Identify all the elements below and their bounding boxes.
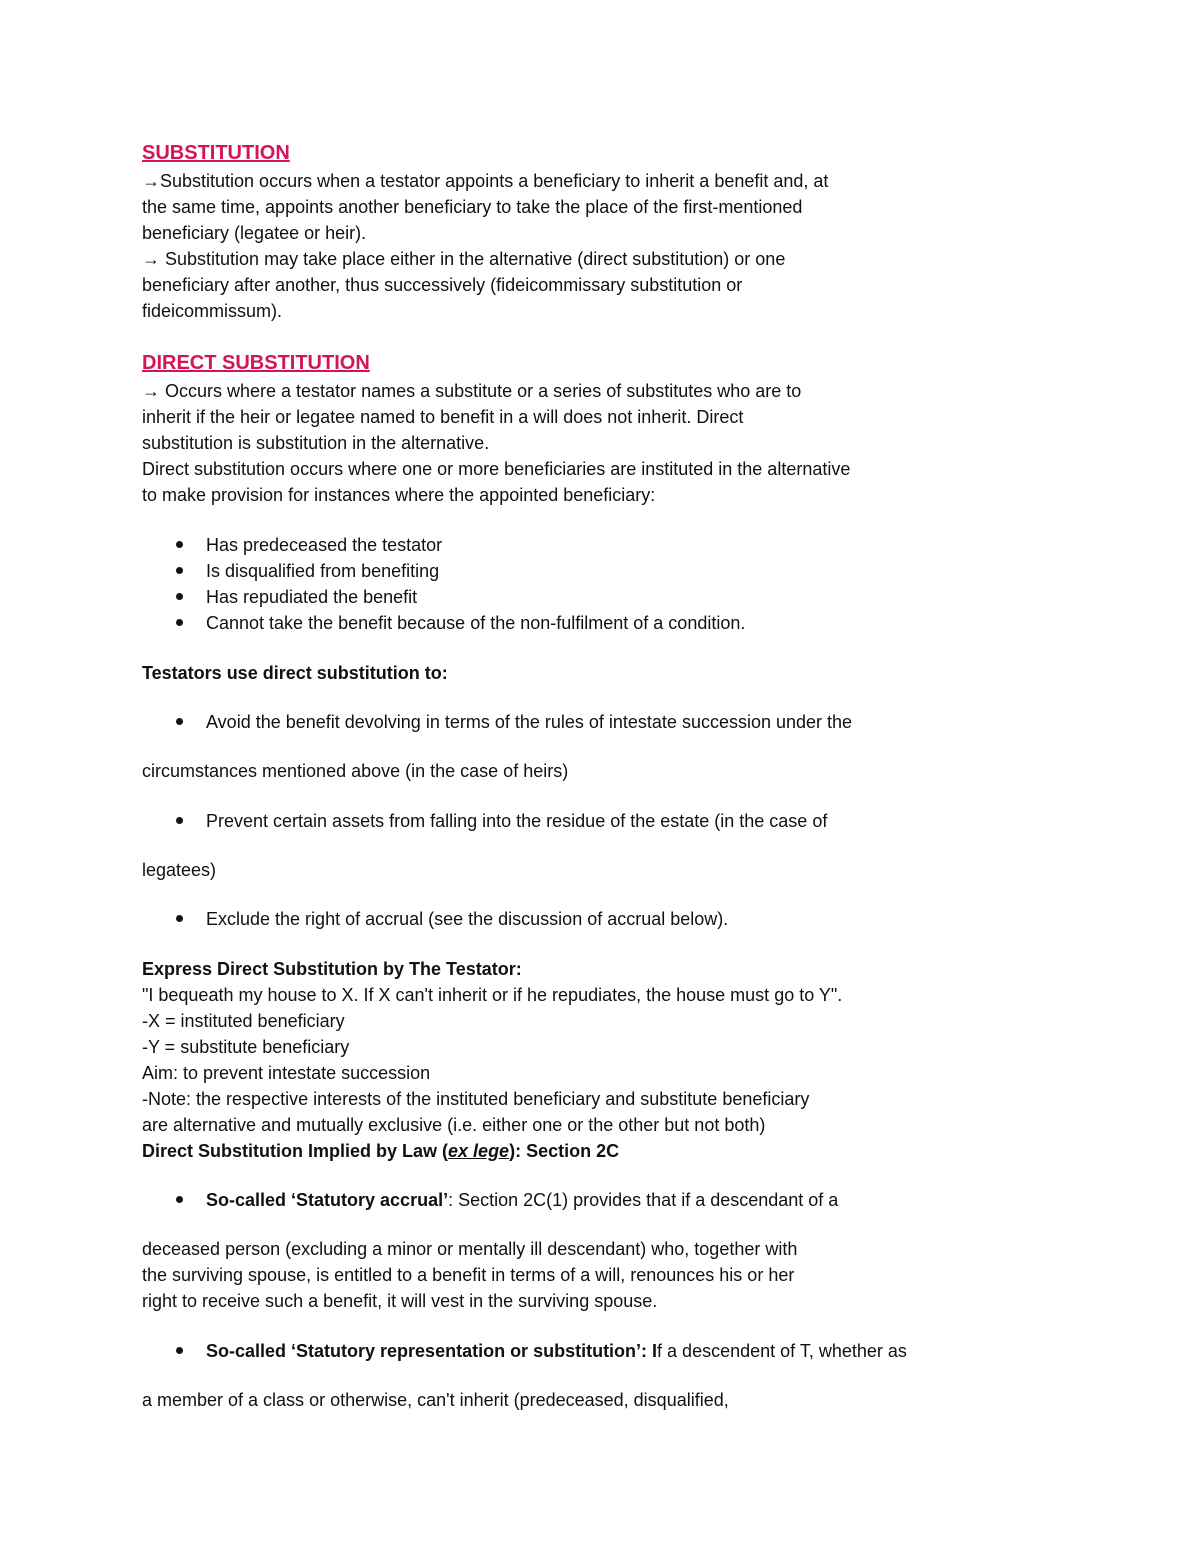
bullet-icon — [176, 619, 183, 626]
paragraph-line: "I bequeath my house to X. If X can't inherit or if he repudiates, the house must go to Y". — [142, 985, 843, 1005]
direct-substitution-heading: DIRECT SUBSTITUTION — [142, 352, 370, 374]
list-item — [176, 584, 417, 610]
paragraph-line: legatees) — [142, 860, 217, 880]
list-item — [176, 808, 827, 834]
paragraph-line: are alternative and mutually exclusive (i.e. either one or the other but not both) — [142, 1115, 766, 1135]
bullet-icon — [176, 1347, 183, 1354]
list-item — [176, 1338, 907, 1364]
paragraph-line: inherit if the heir or legatee named to benefit in a will does not inherit. Direct — [142, 407, 744, 427]
heading-text: Direct Substitution Implied by Law ( — [142, 1141, 449, 1161]
paragraph-line: -Note: the respective interests of the instituted beneficiary and substitute beneficiary — [142, 1089, 810, 1109]
bullet-icon — [176, 1196, 183, 1203]
paragraph-line: beneficiary after another, thus successively (fideicommissary substitution or — [142, 275, 743, 295]
paragraph-line: → Substitution may take place either in the alternative (direct substitution) or one — [142, 249, 786, 269]
paragraph-line: Aim: to prevent intestate succession — [142, 1063, 431, 1083]
paragraph-line: substitution is substitution in the alternative. — [142, 433, 490, 453]
paragraph-line: deceased person (excluding a minor or mentally ill descendant) who, together with — [142, 1239, 798, 1259]
implied-by-law-heading — [142, 1138, 619, 1164]
paragraph-line: → Occurs where a testator names a substitute or a series of substitutes who are to — [142, 381, 802, 401]
paragraph-line: to make provision for instances where the appointed beneficiary: — [142, 485, 656, 505]
list-item — [176, 906, 728, 932]
list-item-text: Has repudiated the benefit — [206, 587, 418, 607]
paragraph-line: circumstances mentioned above (in the case of heirs) — [142, 761, 569, 781]
paragraph-line: →Substitution occurs when a testator appoints a beneficiary to inherit a benefit and, at — [142, 171, 829, 191]
list-item-text: Cannot take the benefit because of the non-fulfilment of a condition. — [206, 613, 746, 633]
bullet-icon — [176, 541, 183, 548]
list-item-text: Prevent certain assets from falling into the residue of the estate (in the case of — [206, 811, 828, 831]
list-item — [176, 532, 442, 558]
express-substitution-heading: Express Direct Substitution by The Testator: — [142, 959, 522, 979]
list-item-text: Is disqualified from benefiting — [206, 561, 440, 581]
heading-italic-text: ex lege — [448, 1141, 510, 1161]
paragraph-line: the same time, appoints another beneficiary to take the place of the first-mentioned — [142, 197, 803, 217]
bullet-icon — [176, 817, 183, 824]
paragraph-line: -Y = substitute beneficiary — [142, 1037, 350, 1057]
list-item-bold-text: So-called ‘Statutory accrual’ — [206, 1190, 449, 1210]
list-item-text: : Section 2C(1) provides that if a descendant of a — [448, 1190, 839, 1210]
list-item — [176, 558, 439, 584]
paragraph-line: the surviving spouse, is entitled to a benefit in terms of a will, renounces his or her — [142, 1265, 795, 1285]
substitution-heading: SUBSTITUTION — [142, 142, 290, 164]
list-item-text: Has predeceased the testator — [206, 535, 443, 555]
bullet-icon — [176, 593, 183, 600]
paragraph-line: a member of a class or otherwise, can't inherit (predeceased, disqualified, — [142, 1390, 729, 1410]
list-item-text: Exclude the right of accrual (see the discussion of accrual below). — [206, 909, 729, 929]
paragraph-line: -X = instituted beneficiary — [142, 1011, 345, 1031]
list-item-text: f a descendent of T, whether as — [657, 1341, 907, 1361]
list-item — [176, 709, 852, 735]
bullet-icon — [176, 718, 183, 725]
testators-use-heading: Testators use direct substitution to: — [142, 663, 448, 683]
paragraph-line: beneficiary (legatee or heir). — [142, 223, 367, 243]
bullet-icon — [176, 915, 183, 922]
paragraph-line: right to receive such a benefit, it will vest in the surviving spouse. — [142, 1291, 658, 1311]
list-item-bold-text: So-called ‘Statutory representation or substitution’: I — [206, 1341, 658, 1361]
heading-text: ): Section 2C — [509, 1141, 620, 1161]
paragraph-line: fideicommissum). — [142, 301, 283, 321]
bullet-icon — [176, 567, 183, 574]
list-item-text: Avoid the benefit devolving in terms of the rules of intestate succession under the — [206, 712, 853, 732]
list-item — [176, 1187, 838, 1213]
list-item — [176, 610, 745, 636]
paragraph-line: Direct substitution occurs where one or more beneficiaries are instituted in the alternative — [142, 459, 851, 479]
